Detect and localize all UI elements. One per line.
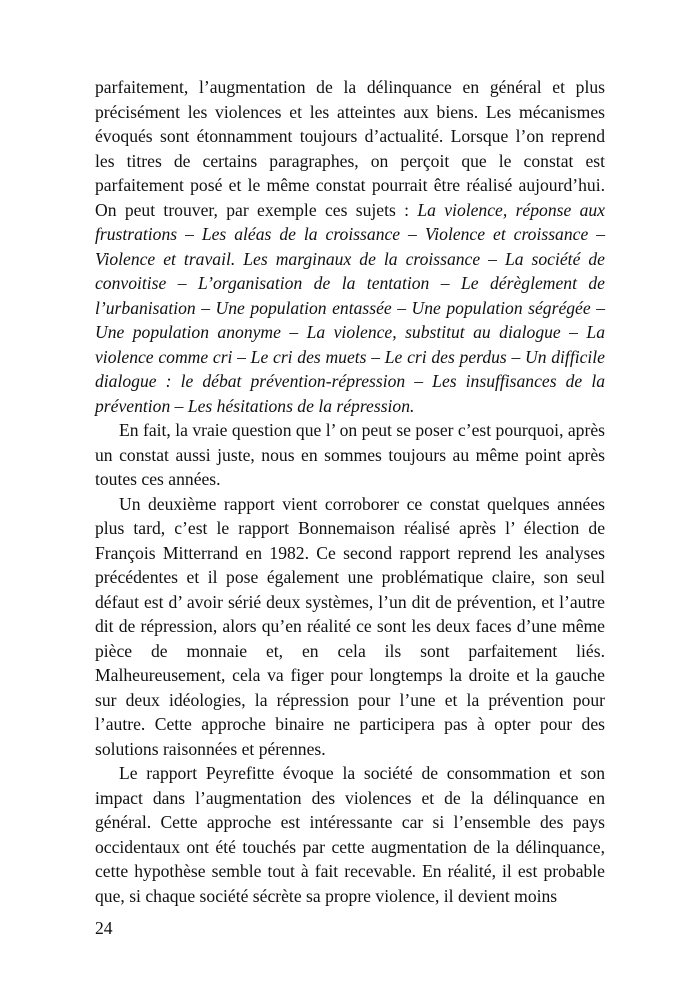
paragraph-2-text: En fait, la vraie question que l’ on peut se poser c’est pourquoi, après un constat aussi juste, nous en sommes toujours au même point après toutes ces années. bbox=[95, 420, 605, 489]
paragraph-2 bbox=[95, 418, 605, 492]
page-body bbox=[95, 75, 605, 908]
paragraph-3 bbox=[95, 492, 605, 762]
paragraph-4-text: Le rapport Peyrefitte évoque la société de consommation et son impact dans l’augmentation des violences et de la délinquance en général. Cette approche est intéressante car si l’ensemble des pays occidentaux ont été touchés par cette augmentation de la délinquance, cette hypothèse semble tout à fait recevable. En réalité, il est probable que, si chaque société sécrète sa propre violence, il devient moins bbox=[95, 763, 605, 906]
paragraph-1-text: parfaitement, l’augmentation de la délinquance en général et plus précisément les violences et les atteintes aux biens. Les mécanismes évoqués sont étonnamment toujours d’actualité. Lorsque l’on reprend les titres de certains paragraphes, on perçoit que le constat est parfaitement posé et le même constat pourrait être réalisé aujourd’hui. On peut trouver, par exemple ces sujets : bbox=[95, 77, 605, 220]
paragraph-1 bbox=[95, 75, 605, 418]
paragraph-3-text: Un deuxième rapport vient corroborer ce constat quelques années plus tard, c’est le rapport Bonnemaison réalisé après l’ élection de François Mitterrand en 1982. Ce second rapport reprend les analyses précédentes et il pose également une problématique claire, son seul défaut est d’ avoir sérié deux systèmes, l’un dit de prévention, et l’autre dit de répression, alors qu’en réalité ce sont les deux faces d’une même pièce de monnaie et, en cela ils sont parfaitement liés. Malheureusement, cela va figer pour longtemps la droite et la gauche sur deux idéologies, la répression pour l’une et la prévention pour l’autre. Cette approche binaire ne participera pas à opter pour des solutions raisonnées et pérennes. bbox=[95, 493, 605, 759]
paragraph-1-italic-topics: La violence, réponse aux frustrations – Les aléas de la croissance – Violence et croissance – Violence et travail. Les marginaux de la croissance – La société de convoitise – L’organisation de la tentation – Le dérèglement de l’urbanisation – Une population entassée – Une population ségrégée – Une population anonyme – La violence, substitut au dialogue – La violence comme cri – Le cri des muets – Le cri des perdus – Un difficile dialogue : le débat prévention-répression – Les insuffisances de la prévention – Les hésitations de la répression. bbox=[95, 199, 605, 416]
page-number: 24 bbox=[95, 918, 113, 938]
paragraph-4 bbox=[95, 761, 605, 908]
